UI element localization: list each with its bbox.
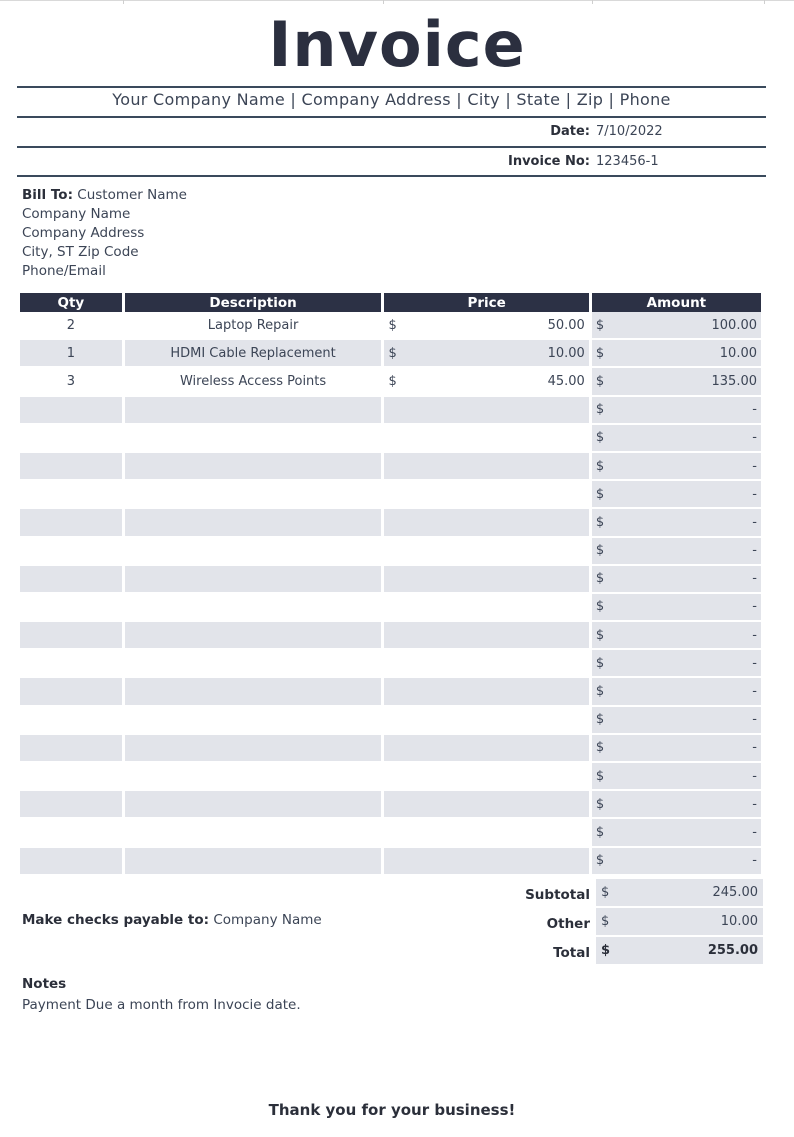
price-cell[interactable] <box>384 312 588 340</box>
price-cell[interactable] <box>384 453 588 481</box>
price-cell[interactable] <box>384 707 588 735</box>
qty-cell[interactable] <box>20 848 122 876</box>
price-cell[interactable] <box>384 763 588 791</box>
description-cell[interactable]: HDMI Cable Replacement <box>125 340 382 368</box>
subtotal-cell[interactable] <box>596 879 763 906</box>
table-row <box>20 707 761 735</box>
qty-cell[interactable] <box>20 509 122 537</box>
currency-symbol: $ <box>595 514 605 530</box>
currency-symbol: $ <box>595 824 605 840</box>
amount-cell[interactable] <box>592 453 761 481</box>
description-cell[interactable]: Laptop Repair <box>125 312 382 340</box>
currency-symbol: $ <box>595 345 605 361</box>
description-cell[interactable] <box>125 538 382 566</box>
amount-value: - <box>752 627 757 643</box>
currency-symbol: $ <box>595 543 605 559</box>
bill-to-company[interactable]: Company Name <box>22 206 131 222</box>
description-cell[interactable] <box>125 594 382 622</box>
table-row <box>20 622 761 650</box>
currency-symbol: $ <box>595 853 605 869</box>
price-cell[interactable] <box>384 481 588 509</box>
table-row <box>20 791 761 819</box>
subtotal-value: 245.00 <box>712 885 758 900</box>
table-row <box>20 763 761 791</box>
table-row <box>20 848 761 876</box>
amount-value: - <box>752 458 757 474</box>
currency-symbol: $ <box>595 740 605 756</box>
price-value: 45.00 <box>547 373 585 389</box>
amount-value: - <box>752 430 757 446</box>
description-cell[interactable] <box>125 763 382 791</box>
currency-symbol: $ <box>595 627 605 643</box>
currency-symbol: $ <box>601 885 610 900</box>
amount-cell[interactable] <box>592 735 761 763</box>
table-row <box>20 425 761 453</box>
checks-payable-line <box>22 912 322 928</box>
price-value: 50.00 <box>547 317 585 333</box>
table-row <box>20 538 761 566</box>
qty-cell[interactable] <box>20 453 122 481</box>
currency-symbol: $ <box>595 571 605 587</box>
divider <box>17 116 766 118</box>
invoice-title: Invoice <box>268 8 526 81</box>
amount-cell[interactable] <box>592 566 761 594</box>
price-cell[interactable] <box>384 678 588 706</box>
currency-symbol: $ <box>595 430 605 446</box>
bill-to-block <box>22 186 187 281</box>
amount-value: - <box>752 514 757 530</box>
date-label: Date: <box>550 124 590 139</box>
amount-cell[interactable] <box>592 538 761 566</box>
price-cell[interactable] <box>384 397 588 425</box>
description-cell[interactable] <box>125 509 382 537</box>
total-label: Total <box>553 945 590 961</box>
price-cell[interactable] <box>384 848 588 876</box>
table-row <box>20 594 761 622</box>
currency-symbol: $ <box>388 345 397 361</box>
qty-cell[interactable] <box>20 538 122 566</box>
table-row <box>20 481 761 509</box>
price-cell[interactable] <box>384 340 588 368</box>
price-cell[interactable] <box>384 650 588 678</box>
price-cell[interactable] <box>384 425 588 453</box>
invoice-no-value[interactable]: 123456-1 <box>596 154 659 169</box>
bill-to-address[interactable]: Company Address <box>22 225 145 241</box>
bill-to-contact[interactable]: Phone/Email <box>22 263 106 279</box>
currency-symbol: $ <box>595 712 605 728</box>
bill-to-label: Bill To: <box>22 187 73 203</box>
description-cell[interactable] <box>125 566 382 594</box>
currency-symbol: $ <box>601 943 611 958</box>
amount-value: 10.00 <box>719 345 757 361</box>
description-cell[interactable] <box>125 707 382 735</box>
amount-cell[interactable] <box>592 678 761 706</box>
table-header-row <box>20 293 761 312</box>
table-row <box>20 368 761 396</box>
qty-cell[interactable]: 3 <box>20 368 122 396</box>
price-cell[interactable] <box>384 622 588 650</box>
grid-tick <box>123 0 124 4</box>
description-cell[interactable] <box>125 622 382 650</box>
qty-cell[interactable] <box>20 650 122 678</box>
description-cell[interactable] <box>125 453 382 481</box>
amount-cell[interactable] <box>592 650 761 678</box>
grid-tick <box>383 0 384 4</box>
description-cell[interactable] <box>125 678 382 706</box>
table-row <box>20 509 761 537</box>
amount-value: - <box>752 684 757 700</box>
amount-value: - <box>752 486 757 502</box>
amount-cell[interactable] <box>592 397 761 425</box>
currency-symbol: $ <box>595 486 605 502</box>
currency-symbol: $ <box>595 796 605 812</box>
amount-value: - <box>752 824 757 840</box>
header-description: Description <box>125 293 382 312</box>
grid-tick <box>592 0 593 4</box>
checks-label: Make checks payable to: <box>22 912 210 928</box>
description-cell[interactable] <box>125 425 382 453</box>
qty-cell[interactable] <box>20 481 122 509</box>
spreadsheet-gridline <box>0 0 794 3</box>
price-cell[interactable] <box>384 791 588 819</box>
amount-cell[interactable] <box>592 368 761 396</box>
description-cell[interactable] <box>125 848 382 876</box>
amount-value: - <box>752 655 757 671</box>
amount-value: - <box>752 796 757 812</box>
amount-cell[interactable] <box>592 340 761 368</box>
amount-value: - <box>752 768 757 784</box>
table-row <box>20 453 761 481</box>
currency-symbol: $ <box>595 458 605 474</box>
amount-value: 135.00 <box>711 373 757 389</box>
currency-symbol: $ <box>595 768 605 784</box>
price-cell[interactable] <box>384 538 588 566</box>
other-value: 10.00 <box>720 914 758 929</box>
description-cell[interactable] <box>125 397 382 425</box>
qty-cell[interactable] <box>20 397 122 425</box>
invoice-no-label: Invoice No: <box>507 154 590 169</box>
amount-value: - <box>752 712 757 728</box>
table-row <box>20 735 761 763</box>
qty-cell[interactable] <box>20 819 122 847</box>
amount-cell[interactable] <box>592 481 761 509</box>
total-cell[interactable] <box>596 937 763 964</box>
currency-symbol: $ <box>388 317 397 333</box>
qty-cell[interactable] <box>20 735 122 763</box>
description-cell[interactable] <box>125 650 382 678</box>
qty-cell[interactable] <box>20 594 122 622</box>
price-value: 10.00 <box>547 345 585 361</box>
table-row <box>20 566 761 594</box>
amount-cell[interactable] <box>592 509 761 537</box>
amount-cell[interactable] <box>592 594 761 622</box>
notes-text[interactable]: Payment Due a month from Invocie date. <box>22 997 301 1013</box>
amount-value: 100.00 <box>711 317 757 333</box>
description-cell[interactable] <box>125 735 382 763</box>
qty-cell[interactable] <box>20 791 122 819</box>
amount-cell[interactable] <box>592 312 761 340</box>
line-items-table <box>17 293 764 876</box>
amount-cell[interactable] <box>592 425 761 453</box>
qty-cell[interactable] <box>20 425 122 453</box>
description-cell[interactable]: Wireless Access Points <box>125 368 382 396</box>
currency-symbol: $ <box>595 317 605 333</box>
currency-symbol: $ <box>595 684 605 700</box>
amount-value: - <box>752 402 757 418</box>
divider <box>17 175 766 177</box>
currency-symbol: $ <box>388 373 397 389</box>
notes-heading: Notes <box>22 976 67 992</box>
qty-cell[interactable] <box>20 763 122 791</box>
table-row <box>20 678 761 706</box>
amount-value: - <box>752 543 757 559</box>
amount-value: - <box>752 740 757 756</box>
description-cell[interactable] <box>125 481 382 509</box>
grid-tick <box>764 0 765 4</box>
total-value: 255.00 <box>707 943 758 958</box>
description-cell[interactable] <box>125 819 382 847</box>
table-row <box>20 819 761 847</box>
currency-symbol: $ <box>595 655 605 671</box>
amount-cell[interactable] <box>592 848 761 876</box>
table-row <box>20 340 761 368</box>
header-price: Price <box>384 293 588 312</box>
currency-symbol: $ <box>595 599 605 615</box>
qty-cell[interactable] <box>20 622 122 650</box>
qty-cell[interactable] <box>20 566 122 594</box>
currency-symbol: $ <box>595 373 605 389</box>
amount-cell[interactable] <box>592 819 761 847</box>
currency-symbol: $ <box>595 402 605 418</box>
amount-cell[interactable] <box>592 622 761 650</box>
amount-cell[interactable] <box>592 707 761 735</box>
price-cell[interactable] <box>384 368 588 396</box>
table-row <box>20 397 761 425</box>
amount-value: - <box>752 599 757 615</box>
bill-to-customer[interactable]: Customer Name <box>77 187 187 203</box>
price-cell[interactable] <box>384 566 588 594</box>
header-amount: Amount <box>592 293 761 312</box>
thank-you-message: Thank you for your business! <box>268 1101 516 1119</box>
subtotal-label: Subtotal <box>525 887 590 903</box>
amount-cell[interactable] <box>592 763 761 791</box>
qty-cell[interactable]: 2 <box>20 312 122 340</box>
currency-symbol: $ <box>601 914 610 929</box>
price-cell[interactable] <box>384 509 588 537</box>
price-cell[interactable] <box>384 735 588 763</box>
date-value[interactable]: 7/10/2022 <box>596 124 663 139</box>
description-cell[interactable] <box>125 791 382 819</box>
bill-to-city[interactable]: City, ST Zip Code <box>22 244 139 260</box>
table-row <box>20 312 761 340</box>
amount-cell[interactable] <box>592 791 761 819</box>
qty-cell[interactable] <box>20 707 122 735</box>
price-cell[interactable] <box>384 594 588 622</box>
divider <box>17 146 766 148</box>
amount-value: - <box>752 571 757 587</box>
table-row <box>20 650 761 678</box>
divider <box>17 86 766 88</box>
qty-cell[interactable]: 1 <box>20 340 122 368</box>
amount-value: - <box>752 853 757 869</box>
header-qty: Qty <box>20 293 122 312</box>
checks-payee[interactable]: Company Name <box>213 912 322 928</box>
other-label: Other <box>546 916 590 932</box>
company-info-line: Your Company Name | Company Address | City | State | Zip | Phone <box>112 90 671 109</box>
qty-cell[interactable] <box>20 678 122 706</box>
price-cell[interactable] <box>384 819 588 847</box>
other-cell[interactable] <box>596 908 763 935</box>
